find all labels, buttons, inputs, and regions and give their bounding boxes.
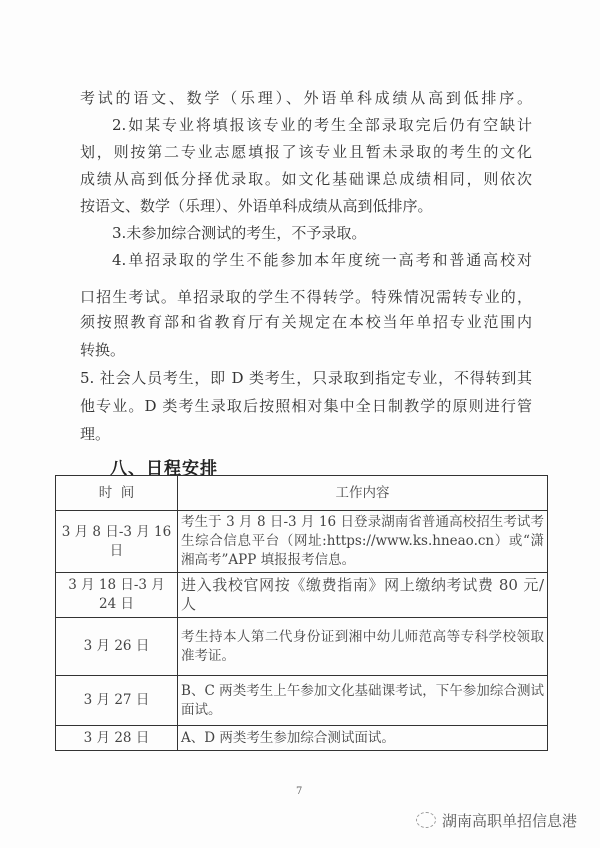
row-time: 3 月 28 日 xyxy=(56,726,178,751)
text-line: 4.单招录取的学生不能参加本年度统一高考和普通高校对 xyxy=(112,251,532,269)
row-content: 进入我校官网按《缴费指南》网上缴纳考试费 80 元/人 xyxy=(178,573,548,618)
table-row xyxy=(56,573,548,618)
table-row xyxy=(56,676,548,726)
text-line: 他专业。D 类考生录取后按照相对集中全日制教学的原则进行管 xyxy=(80,397,532,415)
text-line: 3.未参加综合测试的考生，不予录取。 xyxy=(112,224,367,242)
row-content: A、D 两类考生参加综合测试面试。 xyxy=(178,726,548,751)
text-line: 划，则按第二专业志愿填报了该专业且暂未录取的考生的文化 xyxy=(80,143,532,161)
watermark: 湖南高职单招信息港 xyxy=(442,812,578,830)
row-time: 3 月 26 日 xyxy=(56,618,178,676)
row-content: 考生于 3 月 8 日-3 月 16 日登录湖南省普通高校招生考试考生综合信息平台（网址:https://www.ks.hneao.cn）或“潇湘高考”APP 填报报考信息。 xyxy=(178,511,548,573)
wechat-logo-icon xyxy=(416,812,436,828)
text-line: 成绩从高到低分择优录取。如文化基础课总成绩相同，则依次 xyxy=(80,170,532,188)
text-line: 5. 社会人员考生，即 D 类考生，只录取到指定专业，不得转到其 xyxy=(80,369,532,387)
row-time: 3 月 27 日 xyxy=(56,676,178,726)
text-line: 2.如某专业将填报该专业的考生全部录取完后仍有空缺计 xyxy=(112,116,532,134)
text-line: 考试的语文、数学（乐理）、外语单科成绩从高到低排序。 xyxy=(80,89,532,107)
text-line: 须按照教育部和省教育厅有关规定在本校当年单招专业范围内 xyxy=(80,313,532,331)
text-line: 口招生考试。单招录取的学生不得转学。特殊情况需转专业的， xyxy=(80,288,532,306)
text-line: 转换。 xyxy=(80,341,126,359)
table-header-row xyxy=(56,476,548,511)
header-time: 时 间 xyxy=(56,476,178,511)
text-line: 按语文、数学（乐理）、外语单科成绩从高到低排序。 xyxy=(80,197,433,215)
header-content: 工作内容 xyxy=(178,476,548,511)
row-content: B、C 两类考生上午参加文化基础课考试，下午参加综合测试面试。 xyxy=(178,676,548,726)
row-content: 考生持本人第二代身份证到湘中幼儿师范高等专科学校领取准考证。 xyxy=(178,618,548,676)
text-line: 理。 xyxy=(80,425,111,443)
page-number: 7 xyxy=(296,786,303,797)
table-row xyxy=(56,726,548,751)
table-row xyxy=(56,511,548,573)
schedule-table xyxy=(55,475,548,751)
table-row xyxy=(56,618,548,676)
section-heading: 八、日程安排 xyxy=(110,459,218,479)
row-time: 3 月 8 日-3 月 16 日 xyxy=(56,511,178,573)
row-time: 3 月 18 日-3 月 24 日 xyxy=(56,573,178,618)
